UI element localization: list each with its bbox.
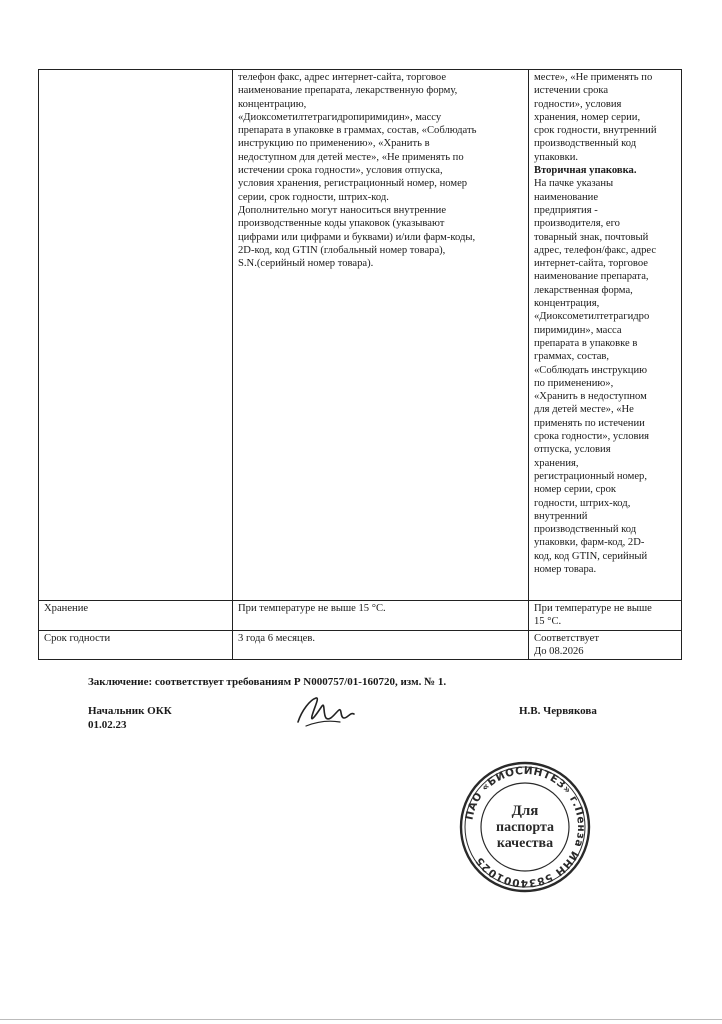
conclusion-text: Заключение: соответствует требованиям Р N000757/01-160720, изм. № 1. (88, 676, 447, 688)
requirement-cell: При температуре не выше 15 °C. (233, 601, 529, 631)
scan-edge-line (0, 1019, 722, 1020)
stamp-center-line: качества (496, 836, 554, 851)
signatory-name: Н.В. Червякова (519, 705, 597, 717)
row-label-cell (39, 70, 233, 601)
signoff-date: 01.02.23 (88, 719, 127, 731)
company-stamp (458, 760, 592, 894)
result-heading: Вторичная упаковка. (534, 165, 637, 177)
result-cell (529, 70, 682, 601)
requirement-cell: телефон факс, адрес интернет-сайта, торговое наименование препарата, лекарственную форму, концентрацию, «Диоксометилтетрагидропиримидин», массу препарата в упаковке в граммах, состав, «Соблюдать инструкцию по применению», «Хранить в недоступном для детей месте», «Не применять по истечении срока годности», условия отпуска, условия хранения, регистрационный номер, номер серии, срок годности, штрих-код. Дополнительно могут наноситься внутренние производственные коды упаковок (указывают цифрами или цифрами и буквами) и/или фарм-коды, 2D-код, код GTIN (глобальный номер товара), S.N.(серийный номер товара). (233, 70, 529, 601)
spec-table (38, 69, 682, 660)
table-row (39, 630, 682, 660)
requirement-cell: 3 года 6 месяцев. (233, 630, 529, 660)
table-row (39, 601, 682, 631)
row-label-cell: Срок годности (39, 630, 233, 660)
table-row (39, 70, 682, 601)
result-cell: При температуре не выше 15 °C. (529, 601, 682, 631)
result-text: На пачке указаны наименование предприятия - производителя, его товарный знак, почтовый адрес, телефон/факс, адрес интернет-сайта, торговое наименование препарата, лекарственная форма, концентрация, «Диоксометилтетрагидро пиримидин», масса препарата в упаковке в граммах, состав, «Соблюдать инструкцию по применению», «Хранить в недоступном для детей месте», «Не применять по истечении срока годности», условия отпуска, условия хранения, регистрационный номер, номер серии, срок годности, штрих-код, внутренний производственный код упаковки, фарм-код, 2D- код, код GTIN, серийный номер товара. (534, 178, 657, 575)
handwritten-signature (292, 692, 362, 734)
stamp-center-line: паспорта (496, 820, 554, 835)
signatory-role: Начальник ОКК (88, 705, 172, 717)
stamp-ring-text: ПАО «БИОСИНТЕЗ» г.Пенза ИНН 5834001025 (463, 764, 588, 890)
stamp-center-line: Для (511, 803, 539, 819)
result-cell: Соответствует До 08.2026 (529, 630, 682, 660)
result-text: месте», «Не применять по истечении срока годности», условия хранения, номер серии, срок годности, внутренний производственный код упаковки. (534, 72, 657, 163)
row-label-cell: Хранение (39, 601, 233, 631)
